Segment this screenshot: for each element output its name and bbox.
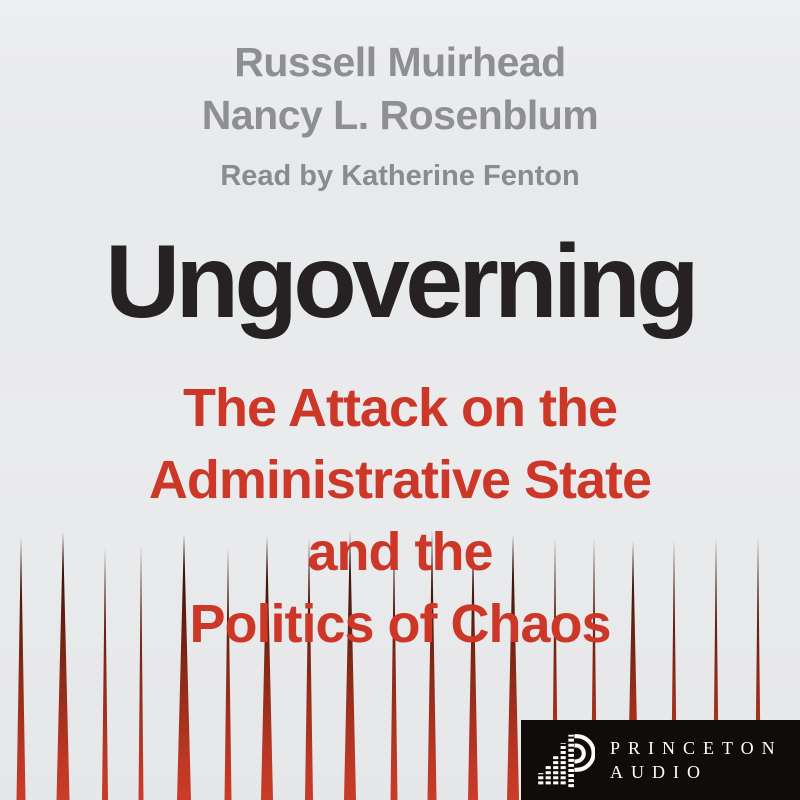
publisher-name-line2: AUDIO	[610, 762, 708, 782]
author-2: Nancy L. Rosenblum	[201, 92, 599, 138]
book-title: Ungoverning	[105, 224, 695, 340]
publisher-name-line1: PRINCETON	[610, 738, 783, 758]
publisher-name	[610, 736, 783, 784]
subtitle-line-4: Politics of Chaos	[189, 594, 611, 654]
subtitle-line-3: and the	[307, 522, 493, 582]
publisher-logo-plate	[521, 720, 800, 800]
author-names	[0, 36, 800, 142]
narrator-credit: Read by Katherine Fenton	[220, 160, 580, 192]
author-1: Russell Muirhead	[234, 39, 566, 85]
princeton-audio-monogram-icon	[537, 730, 595, 790]
subtitle-line-2: Administrative State	[148, 450, 652, 510]
book-subtitle	[0, 372, 800, 660]
subtitle-line-1: The Attack on the	[182, 378, 618, 438]
